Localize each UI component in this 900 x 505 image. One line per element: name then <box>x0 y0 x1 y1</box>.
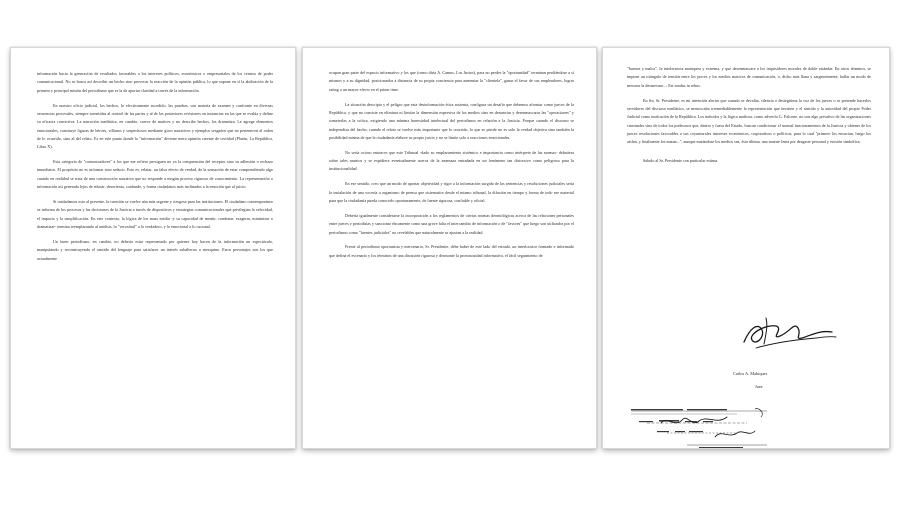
page-2-body <box>303 48 596 260</box>
signer-name: Carlos A. Mahiques <box>733 371 768 376</box>
document-page-3 <box>602 47 890 449</box>
page-1-body <box>11 48 295 263</box>
page-1-paragraph: Si trasladamos esto al presente, la cuestión se vuelve aún más urgente y riesgosa para las instituciones. El ciudadano contemporáneo se informa de los procesos y las decisiones de la Justicia a través de dispositivos y estrategias comunicacionales que privilegian la velocidad, el impacto y la simplificación. En este contexto, la lógica de los mass media -y su capacidad de mentir, condenar, exagerar, minimizar o dramatizar- termina reemplazando al análisis, lo "verosímil" a lo verdadero, y lo emocional a lo racional. <box>37 198 273 229</box>
page-2-paragraph: No sería ocioso entonces que este Tribunal -dado su emplazamiento sistémico e importancia como intérprete de las normas- debatiera sobre tales asuntos y se expidiera eventualmente acerca de la amenaza entrañada en un fenómeno tan distorsivo como peligroso para la institucionalidad. <box>329 149 574 172</box>
page-2-paragraph: La situación descripta y el peligro que esta desinformación ética sustenta, configura un desafío que debemos afrontar como jueces de la República, y que no consiste en eliminar ni limitar la dimensión expresiva de los medios sino en denunciar y desenmascarar las "operaciones" y someterlas a la crítica, exigiendo una mínima honestidad intelectual del periodismo en relación a la Justicia. Porque cuando el discurso se independiza del hecho, cuando el relato se vuelve más importante que lo ocurrido, lo que se pierde no es solo la verdad objetiva sino también la posibilidad misma de que la ciudadanía elabore su propio juicio y no se limite solo a reacciones emocionales. <box>329 101 574 140</box>
page-1-paragraph: información hacia la generación de resultados favorables a los intereses políticos, económicos o empresariales de los centros de poder comunicacional. No se busca así describir un hecho sino provocar la reacción de la opinión pública, lo que supone en sí la abdicación de la primera y principal misión del periodismo que es la de aportar claridad a través de la información. <box>37 71 273 93</box>
page-2-paragraph: ocupan gran parte del espacio informativo y los que (como diría A. Camus, Los Justos), para no perder la "oportunidad" terminan perdiéndose a sí mismos y a su dignidad, posicionados a distancia de su propia conciencia para aumentar la "clientela", ganar el favor de sus empleadores, lograr rating o un mayor efecto en el prime time. <box>329 70 574 92</box>
registry-stamp-image <box>627 403 889 449</box>
page-1-paragraph: En nuestro oficio judicial, los hechos, lo efectivamente sucedido, las pruebas, son materia de examen y confronte en diversas secuencias procesales, siempre sometidas al control de las partes y al de las posteriores revisiones en instancias en las que se evalúa y define su eficacia convictiva. La narración mediática, en cambio, carece de matices y no describe hechos, los dramatiza. Le agrega elementos emocionales, construye figuras de héroes, villanos y sospechosos mediante giros narrativos y ejemplos sesgados que no pertenecen al orden de lo ocurrido, sino al del relato. Es en este punto donde la "información" deviene mera opinión carente de certidad (Platón, La República, Libro X). <box>37 102 273 150</box>
page-3-paragraph: En fin, Sr. Presidente, es mi intención alertar que cuando se devalúa, silencia o desiegítima la voz de los jueces o se pretende hacerlos servidores del discurso mediático, se menoscaba irremediablemente la representación que invisten y el sentido y la autoridad del propio Poder Judicial como institución de la República. Los métodos y la lógica mafiosa, como advertía G. Falcone, no son algo privativo de las organizaciones criminales sino de todos los poderosos que, dentro y fuera del Estado, buscan condicionar el normal funcionamiento de la Justicia y obtener de los jueces resoluciones favorables a sus coyunturales intereses económicos, corporativos o políticos, para lo cual "primero los ensucian, luego los aíslan, y finalmente los matan...", aunque matándose los medios sea, ésta última, una muerte lenta por desgaste personal y erosión simbólica. <box>627 97 871 145</box>
page-3-body <box>603 48 889 165</box>
document-page-1 <box>10 47 296 449</box>
page-2-paragraph: Frente al periodismo oportunista y mercenario, Sr. Presidente, debe haber de este lado del estrado, un interlocutor formado e informado que defina el escenario y los términos de una discusión rigurosa y desmonte la promiscuidad informativa, el fácil seguimiento de <box>329 244 574 258</box>
page-1-paragraph: Esta categoría de "comunicadores" a los que me refiero persiguen no ya la comprensión del receptor sino su adhesión o rechazo inmediatos. El propósito no es informar sino seducir. Esto es, relatar, un falso efecto de verdad, de la sensación de estar comprendiendo algo cuando en realidad se trata de una construcción narrativa que no responde a ningún proceso riguroso de conocimiento. La representación o información así generada lejos de educar, desorienta, confunde, y forma ciudadanos más inclinados a la emoción que al juicio. <box>37 159 273 190</box>
handwritten-signature <box>736 310 841 362</box>
signer-role: Juez <box>755 384 763 389</box>
page-3-paragraph: "buenos y malos", la intolerancia maniquea y extrema, y que desenmascare a los inquisidores morales de doble estándar. En otros términos, se impone un triángulo de tensión entre los jueces y los medios masivos de comunicación, o, dicho más llana y sargentemente, hallar un modo de mesurar la desmesura...: Est modus in rebus. <box>627 66 871 88</box>
page-1-paragraph: Un buen periodismo, en cambio, no debería estar representado por quienes hoy hacen de la información un espectáculo, manipulando y reconstruyendo el sentido del lenguaje para satisfacer un interés subalterno o mezquino. Estos personajes son los que actualmente <box>37 238 273 261</box>
page-2-paragraph: En ese sentido, creo que un modo de aportar objetividad y rigor a la información surgida de las sentencias y resoluciones judiciales sería la instalación de una vocería u organismo de prensa que sistematice desde el mismo tribunal, la difusión en tiempo y forma de todo ese material para que la ciudadanía pueda conocerlo oportunamente, de fuente rigurosa, confiable y oficial. <box>329 181 574 203</box>
closing-salutation: Saludo al Sr. Presidente con particular estima. <box>643 157 719 163</box>
page-2-paragraph: Debería igualmente considerarse la incorporación a los reglamentos de ciertas normas deontológicas acerca de las relaciones personales entre jueces y periodistas y sancionar éticamente como una grave falta el intercambio de información o de "favores" que luego son utilizados por el periodismo como "fuentes judiciales" no revelables que naturalmente se ajustan a la realidad. <box>329 212 574 235</box>
document-page-2 <box>302 47 597 449</box>
